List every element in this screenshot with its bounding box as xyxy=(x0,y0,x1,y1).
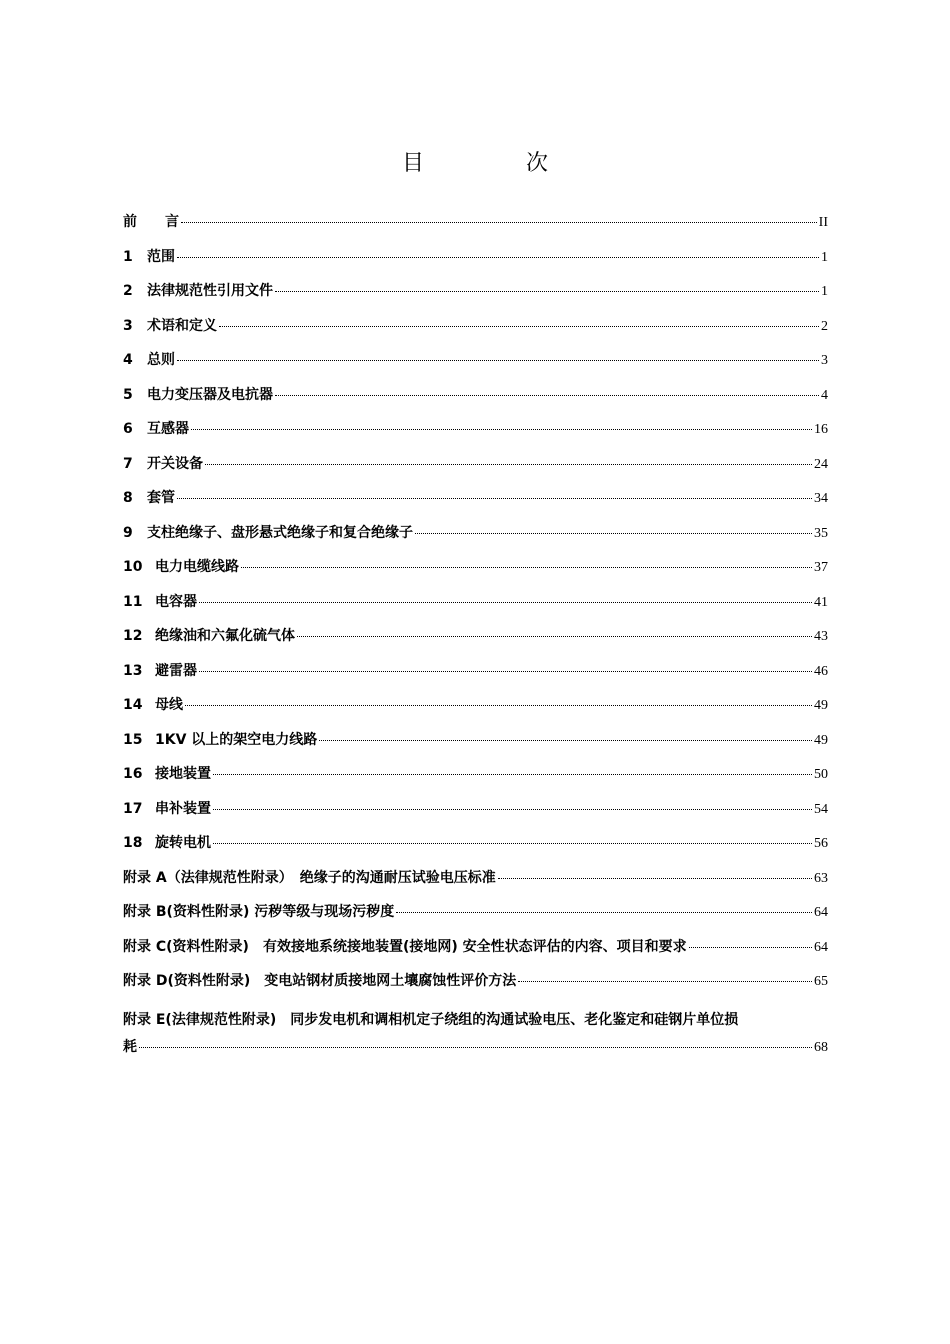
toc-entry-appendix-d[interactable] xyxy=(123,970,828,1005)
toc-entry[interactable] xyxy=(123,832,828,867)
toc-page: 16 xyxy=(814,422,828,437)
toc-page: 2 xyxy=(821,318,828,334)
toc-label: 串补装置 xyxy=(155,800,211,817)
toc-label: 1KV 以上的架空电力线路 xyxy=(155,731,318,748)
toc-label: 附录 A（法律规范性附录） 绝缘子的沟通耐压试验电压标准 xyxy=(123,869,496,886)
toc-page: 41 xyxy=(814,594,828,610)
toc-entry[interactable] xyxy=(123,246,828,281)
toc-entry[interactable] xyxy=(123,453,828,488)
toc-number: 17 xyxy=(123,800,143,817)
toc-page: 1 xyxy=(821,284,828,299)
toc-label: 前 言 xyxy=(123,214,179,230)
toc-page: 64 xyxy=(814,905,828,920)
toc-label: 附录 E(法律规范性附录) 同步发电机和调相机定子绕组的沟通试验电压、老化鉴定和硅钢片单位损 xyxy=(123,1011,739,1028)
toc-page: 46 xyxy=(814,663,828,679)
toc-label: 母线 xyxy=(155,697,183,713)
toc-number: 12 xyxy=(123,628,143,644)
toc-page: 37 xyxy=(814,560,828,575)
toc-label: 总则 xyxy=(147,352,175,368)
toc-page: 35 xyxy=(814,525,828,541)
toc-entry[interactable] xyxy=(123,625,828,660)
toc-number: 1 xyxy=(123,248,133,265)
toc-entry[interactable] xyxy=(123,591,828,626)
toc-entry[interactable] xyxy=(123,729,828,764)
toc-entry-foreword[interactable] xyxy=(123,211,828,246)
toc-label: 附录 D(资料性附录) 变电站钢材质接地网土壤腐蚀性评价方法 xyxy=(123,973,517,989)
leader-dots xyxy=(297,636,812,637)
toc-entry[interactable] xyxy=(123,280,828,315)
toc-label: 支柱绝缘子、盘形悬式绝缘子和复合绝缘子 xyxy=(147,524,413,541)
toc-label: 接地装置 xyxy=(155,766,211,782)
toc-label: 旋转电机 xyxy=(155,835,211,851)
toc-page: II xyxy=(818,215,828,230)
toc-label: 术语和定义 xyxy=(147,317,217,334)
toc-entry[interactable] xyxy=(123,384,828,419)
toc-entry[interactable] xyxy=(123,349,828,384)
toc-number: 2 xyxy=(123,283,133,299)
toc-number: 9 xyxy=(123,524,133,541)
toc-label: 范围 xyxy=(147,248,175,265)
toc-entry[interactable] xyxy=(123,315,828,350)
toc-number: 3 xyxy=(123,317,133,334)
leader-dots xyxy=(213,809,812,810)
toc-number: 10 xyxy=(123,559,143,575)
toc-page: 4 xyxy=(821,387,828,403)
toc-label: 避雷器 xyxy=(155,662,197,679)
toc-entry[interactable] xyxy=(123,660,828,695)
leader-dots xyxy=(205,464,812,465)
toc-label: 电力电缆线路 xyxy=(155,559,239,575)
toc-label: 附录 C(资料性附录) 有效接地系统接地装置(接地网) 安全性状态评估的内容、项目和要求 xyxy=(123,938,687,955)
leader-dots xyxy=(213,774,812,775)
toc-entry[interactable] xyxy=(123,556,828,591)
toc-entry[interactable] xyxy=(123,487,828,522)
toc-number: 6 xyxy=(123,421,133,437)
toc-label-continuation xyxy=(123,1034,828,1061)
leader-dots xyxy=(177,257,819,258)
toc-page: 54 xyxy=(814,801,828,817)
toc-page: 65 xyxy=(814,974,828,989)
leader-dots xyxy=(199,671,812,672)
toc-page: 49 xyxy=(814,732,828,748)
toc-number: 5 xyxy=(123,386,133,403)
toc-entry[interactable] xyxy=(123,798,828,833)
leader-dots xyxy=(185,705,812,706)
toc-number: 11 xyxy=(123,593,143,610)
toc-label: 互感器 xyxy=(147,421,189,437)
toc-page: 64 xyxy=(814,939,828,955)
toc-page: 43 xyxy=(814,629,828,644)
leader-dots xyxy=(177,360,819,361)
toc-label: 电容器 xyxy=(155,593,197,610)
leader-dots xyxy=(319,740,812,741)
toc-label: 开关设备 xyxy=(147,455,203,472)
toc-entry[interactable] xyxy=(123,418,828,453)
leader-dots xyxy=(181,222,817,223)
leader-dots xyxy=(415,533,812,534)
toc-entry-appendix-c[interactable] xyxy=(123,936,828,971)
toc-number: 15 xyxy=(123,731,143,748)
toc-page: 1 xyxy=(821,249,828,265)
leader-dots xyxy=(498,878,812,879)
leader-dots xyxy=(241,567,812,568)
leader-dots xyxy=(396,912,812,913)
table-of-contents xyxy=(123,211,828,1061)
toc-number: 8 xyxy=(123,490,133,506)
toc-entry-appendix-a[interactable] xyxy=(123,867,828,902)
toc-label: 绝缘油和六氟化硫气体 xyxy=(155,628,295,644)
leader-dots xyxy=(199,602,812,603)
toc-entry[interactable] xyxy=(123,522,828,557)
leader-dots xyxy=(213,843,812,844)
toc-entry-appendix-e[interactable] xyxy=(123,1007,828,1061)
toc-label: 附录 B(资料性附录) 污秽等级与现场污秽度 xyxy=(123,904,395,920)
leader-dots xyxy=(275,291,819,292)
toc-page: 34 xyxy=(814,491,828,506)
leader-dots xyxy=(219,326,819,327)
toc-number: 7 xyxy=(123,455,133,472)
toc-page: 24 xyxy=(814,456,828,472)
toc-label: 电力变压器及电抗器 xyxy=(147,386,273,403)
toc-label: 套管 xyxy=(147,490,175,506)
toc-entry-appendix-b[interactable] xyxy=(123,901,828,936)
toc-number: 4 xyxy=(123,352,133,368)
leader-dots xyxy=(139,1047,812,1048)
toc-number: 18 xyxy=(123,835,143,851)
toc-page: 50 xyxy=(814,767,828,782)
toc-label: 法律规范性引用文件 xyxy=(147,283,273,299)
leader-dots xyxy=(518,981,812,982)
leader-dots xyxy=(191,429,812,430)
toc-label-line2: 耗 xyxy=(123,1038,137,1055)
toc-number: 16 xyxy=(123,766,143,782)
toc-title: 目 次 xyxy=(401,151,588,176)
leader-dots xyxy=(275,395,819,396)
toc-number: 13 xyxy=(123,662,143,679)
toc-entry[interactable] xyxy=(123,694,828,729)
leader-dots xyxy=(689,947,812,948)
leader-dots xyxy=(177,498,812,499)
toc-page: 68 xyxy=(814,1039,828,1055)
toc-page: 63 xyxy=(814,870,828,886)
toc-page: 49 xyxy=(814,698,828,713)
toc-entry[interactable] xyxy=(123,763,828,798)
toc-number: 14 xyxy=(123,697,143,713)
toc-page: 3 xyxy=(821,353,828,368)
toc-page: 56 xyxy=(814,836,828,851)
